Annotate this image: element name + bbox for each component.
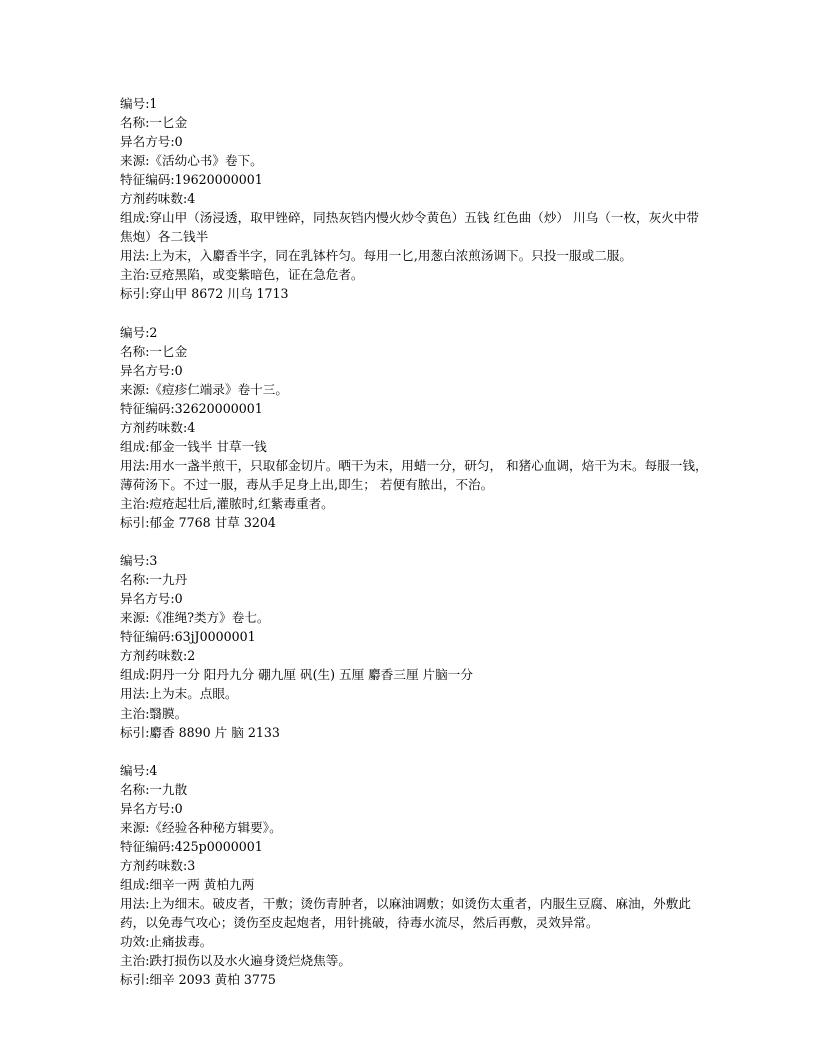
entry-usage: 用法:用水一盏半煎干，只取郁金切片。晒干为末，用蜡一分，研匀， 和猪心血调，焙干为末。每服一钱，薄荷汤下。不过一服，毒从手足身上出,即生； 若便有脓出，不治。 [120,457,708,492]
entry-alias-number: 异名方号:0 [120,800,183,816]
entry-alias-number: 异名方号:0 [120,134,183,150]
entry-name: 名称:一九丹 [120,572,188,588]
entry-indication: 主治:跌打损伤以及水火遍身烫烂烧焦等。 [120,953,351,969]
entry-ingredient-count: 方剂药味数:4 [120,419,196,435]
entry-feature-code: 特征编码:425p0000001 [120,838,263,854]
entry-feature-code: 特征编码:63jJ0000001 [120,629,256,645]
entry-feature-code: 特征编码:32620000001 [120,400,263,416]
recipe-entry-2 [120,323,710,533]
entry-alias-number: 异名方号:0 [120,591,183,607]
entry-composition: 组成:郁金一钱半 甘草一钱 [120,438,267,454]
recipe-entry-4 [120,761,710,990]
entry-index: 标引:穿山甲 8672 川乌 1713 [120,286,289,302]
entry-usage: 用法:上为细末。破皮者，干敷；烫伤青肿者，以麻油调敷；如烫伤太重者，内服生豆腐、麻油，外敷此药，以免毒气攻心；烫伤至皮起炮者，用针挑破，待毒水流尽，然后再敷，灵效异常。 [120,895,691,931]
entry-indication: 主治:翳膜。 [120,705,188,721]
entry-composition: 组成:阴丹一分 阳丹九分 硼九厘 矾(生) 五厘 麝香三厘 片脑一分 [120,667,473,683]
entry-ingredient-count: 方剂药味数:3 [120,857,196,873]
entry-number: 编号:1 [120,96,158,111]
recipe-entry-1 [120,94,710,304]
entry-alias-number: 异名方号:0 [120,362,183,378]
entry-composition: 组成:细辛一两 黄柏九两 [120,876,255,892]
entry-usage: 用法:上为末，入麝香半字，同在乳钵杵匀。每用一匕,用葱白浓煎汤调下。只投一服或二服。 [120,248,632,264]
entry-name: 名称:一匕金 [120,343,188,359]
entry-name: 名称:一九散 [120,781,188,797]
entry-number: 编号:4 [120,762,158,778]
entry-indication: 主治:豆疮黑陷，或变紫暗色，证在急危者。 [120,267,364,283]
entry-source: 来源:《痘疹仁端录》卷十三。 [120,381,288,397]
entry-number: 编号:3 [120,553,158,569]
entry-usage: 用法:上为末。点眼。 [120,686,238,702]
entry-feature-code: 特征编码:19620000001 [120,172,263,188]
entry-index: 标引:郁金 7768 甘草 3204 [120,515,276,531]
entry-source: 来源:《准绳?类方》卷七。 [120,610,270,626]
entry-composition: 组成:穿山甲（汤浸透，取甲锉碎，同热灰铛内慢火炒令黄色）五钱 红色曲（炒） 川乌（一枚，灰火中带焦炮）各二钱半 [120,210,699,245]
entry-effect: 功效:止痛拔毒。 [120,934,213,950]
entry-name: 名称:一匕金 [120,115,188,131]
entry-ingredient-count: 方剂药味数:4 [120,191,196,207]
entry-ingredient-count: 方剂药味数:2 [120,648,196,664]
entry-source: 来源:《活幼心书》卷下。 [120,153,263,169]
recipe-entry-3 [120,551,710,741]
entry-indication: 主治:痘疮起壮后,灌脓时,红紫毒重者。 [120,495,334,511]
document-page [120,94,710,1008]
entry-number: 编号:2 [120,324,158,340]
entry-index: 标引:细辛 2093 黄柏 3775 [120,972,276,988]
entry-source: 来源:《经验各种秘方辑要》。 [120,819,282,835]
entry-index: 标引:麝香 8890 片 脑 2133 [120,724,280,740]
